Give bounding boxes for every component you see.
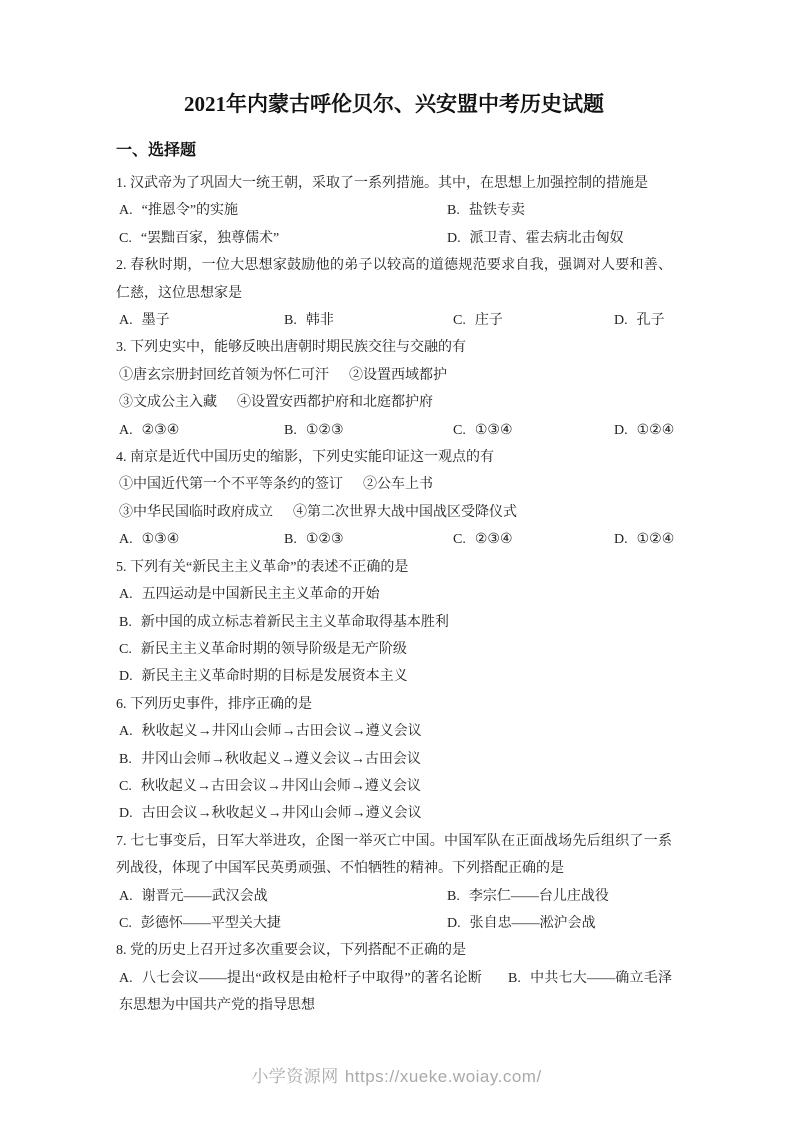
option-1D — [447, 225, 672, 252]
option-8A — [119, 971, 482, 986]
question-stem: 7. 七七事变后，日军大举进攻，企图一举灭亡中国。中国军队在正面战场先后组织了一系列战役，体现了中国军民英勇顽强、不怕牺牲的精神。下列搭配正确的是 — [116, 833, 672, 877]
option-text: 韩非 — [305, 313, 334, 329]
option-text: 中共七大——确立毛泽东思想为中国共产党的指导思想 — [119, 970, 673, 1014]
option-text: 新中国的成立标志着新民主主义革命取得基本胜利 — [140, 614, 449, 630]
option-text: 李宗仁——台儿庄战役 — [468, 888, 609, 904]
option-4B — [284, 526, 453, 553]
option-label: C. — [453, 422, 466, 438]
footer-url: https://xueke.woiay.com/ — [344, 1067, 542, 1086]
option-label: C. — [453, 313, 466, 329]
options-row — [116, 526, 675, 553]
option-3C — [453, 417, 614, 444]
sub-item: ④设置安西都护府和北庭都护府 — [237, 395, 433, 411]
option-text: 八七会议——提出“政权是由枪杆子中取得”的著名论断 — [141, 970, 483, 986]
option-4C — [453, 526, 614, 553]
option-label: D. — [119, 669, 133, 685]
option-text: ②③④ — [474, 532, 513, 548]
option-label: B. — [284, 532, 297, 548]
question-4 — [116, 444, 675, 554]
option-7A — [119, 883, 447, 910]
option-text: ①③④ — [474, 422, 513, 438]
footer-site-name: 小学资源网 — [251, 1067, 339, 1086]
section-heading: 一、选择题 — [116, 142, 197, 159]
question-3 — [116, 334, 675, 444]
question-stem: 6. 下列历史事件，排序正确的是 — [116, 696, 312, 712]
option-label: B. — [284, 422, 297, 438]
option-5C — [119, 636, 672, 663]
footer-watermark — [0, 1064, 793, 1090]
option-label: D. — [119, 806, 133, 822]
option-label: B. — [119, 751, 132, 767]
option-text: “推恩令”的实施 — [141, 203, 239, 219]
option-text: 秋收起义→井冈山会师→古田会议→遵义会议 — [141, 724, 422, 740]
option-text: ①②④ — [636, 532, 675, 548]
question-2 — [116, 252, 672, 334]
option-label: A. — [119, 313, 133, 329]
options-row — [116, 197, 672, 252]
option-text: ②③④ — [141, 422, 180, 438]
question-list — [116, 170, 675, 1020]
option-2B — [284, 307, 453, 334]
option-label: D. — [614, 422, 628, 438]
question-1 — [116, 170, 672, 252]
sub-item: ②设置西域都护 — [349, 367, 447, 383]
option-label: A. — [119, 724, 133, 740]
option-text: 庄子 — [474, 313, 503, 329]
option-label: B. — [447, 888, 460, 904]
option-label: C. — [119, 230, 132, 246]
option-text: 新民主主义革命时期的领导阶级是无产阶级 — [140, 641, 407, 657]
sub-item-line — [116, 499, 672, 526]
option-text: 盐铁专卖 — [468, 203, 525, 219]
option-text: ①②④ — [636, 422, 675, 438]
option-text: 张自忠——淞沪会战 — [469, 915, 596, 931]
option-text: 井冈山会师→秋收起义→遵义会议→古田会议 — [140, 751, 421, 767]
question-7 — [116, 828, 672, 938]
sub-item-line — [116, 471, 672, 498]
question-6 — [116, 691, 672, 828]
sub-item: ①中国近代第一个不平等条约的签订 — [119, 477, 343, 493]
option-label: D. — [614, 313, 628, 329]
option-5A — [119, 581, 672, 608]
option-text: 孔子 — [636, 313, 665, 329]
option-label: A. — [119, 532, 133, 548]
option-label: A. — [119, 422, 133, 438]
option-label: A. — [119, 888, 133, 904]
option-2D — [614, 307, 672, 334]
option-4D — [614, 526, 674, 553]
option-1A — [119, 197, 447, 224]
question-8 — [116, 937, 672, 1019]
option-3A — [119, 417, 284, 444]
document-content — [116, 0, 675, 1020]
options-row — [116, 417, 675, 444]
option-label: A. — [119, 587, 133, 603]
option-label: D. — [614, 532, 628, 548]
sub-item: ②公车上书 — [363, 477, 433, 493]
option-6C — [119, 773, 672, 800]
option-text: 秋收起义→古田会议→井冈山会师→遵义会议 — [140, 778, 421, 794]
option-2A — [119, 307, 284, 334]
option-label: D. — [447, 915, 461, 931]
page-title: 2021年内蒙古呼伦贝尔、兴安盟中考历史试题 — [184, 92, 604, 116]
option-text: 谢晋元——武汉会战 — [141, 888, 268, 904]
option-label: C. — [119, 915, 132, 931]
option-6A — [119, 718, 672, 745]
option-label: D. — [447, 230, 461, 246]
option-1C — [119, 225, 447, 252]
option-label: B. — [284, 313, 297, 329]
options-row — [116, 307, 672, 334]
options-row — [116, 718, 672, 828]
option-6D — [119, 800, 672, 827]
sub-item-line — [116, 362, 672, 389]
option-label: A. — [119, 203, 133, 219]
option-text: 派卫青、霍去病北击匈奴 — [469, 230, 624, 246]
option-4A — [119, 526, 284, 553]
option-text: 古田会议→秋收起义→井冈山会师→遵义会议 — [141, 806, 422, 822]
option-label: C. — [119, 641, 132, 657]
option-1B — [447, 197, 672, 224]
sub-item: ③文成公主入藏 — [119, 395, 217, 411]
question-stem: 3. 下列史实中，能够反映出唐朝时期民族交往与交融的有 — [116, 340, 466, 356]
option-label: B. — [119, 614, 132, 630]
option-text: “罢黜百家，独尊儒术” — [140, 230, 280, 246]
option-label: B. — [447, 203, 460, 219]
option-label: A. — [119, 970, 133, 986]
option-7D — [447, 910, 672, 937]
sub-item: ③中华民国临时政府成立 — [119, 504, 273, 520]
option-text: ①②③ — [305, 422, 344, 438]
option-text: ①②③ — [305, 532, 344, 548]
question-5 — [116, 554, 672, 691]
sub-item: ①唐玄宗册封回纥首领为怀仁可汗 — [119, 367, 329, 383]
question-stem: 2. 春秋时期，一位大思想家鼓励他的弟子以较高的道德规范要求自我，强调对人要和善、仁慈，这位思想家是 — [116, 258, 672, 301]
option-7C — [119, 910, 447, 937]
option-7B — [447, 883, 672, 910]
option-label: C. — [119, 778, 132, 794]
options-row — [116, 965, 672, 1020]
options-row — [116, 883, 672, 938]
option-2C — [453, 307, 614, 334]
option-text: 墨子 — [141, 313, 170, 329]
option-5D — [119, 663, 672, 690]
option-5B — [119, 609, 672, 636]
sub-item-line — [116, 389, 672, 416]
option-6B — [119, 746, 672, 773]
sub-item: ④第二次世界大战中国战区受降仪式 — [293, 504, 517, 520]
option-text: 彭德怀——平型关大捷 — [140, 915, 281, 931]
option-3B — [284, 417, 453, 444]
option-3D — [614, 417, 674, 444]
option-text: 新民主主义革命时期的目标是发展资本主义 — [141, 669, 408, 685]
options-row — [116, 581, 672, 691]
question-stem: 8. 党的历史上召开过多次重要会议，下列搭配不正确的是 — [116, 943, 466, 959]
question-stem: 4. 南京是近代中国历史的缩影，下列史实能印证这一观点的有 — [116, 450, 494, 466]
option-text: ①③④ — [141, 532, 180, 548]
option-text: 五四运动是中国新民主主义革命的开始 — [141, 587, 380, 603]
option-label: C. — [453, 532, 466, 548]
option-label: B. — [508, 970, 521, 986]
question-stem: 5. 下列有关“新民主主义革命”的表述不正确的是 — [116, 559, 409, 575]
question-stem: 1. 汉武帝为了巩固大一统王朝，采取了一系列措施。其中，在思想上加强控制的措施是 — [116, 176, 648, 191]
